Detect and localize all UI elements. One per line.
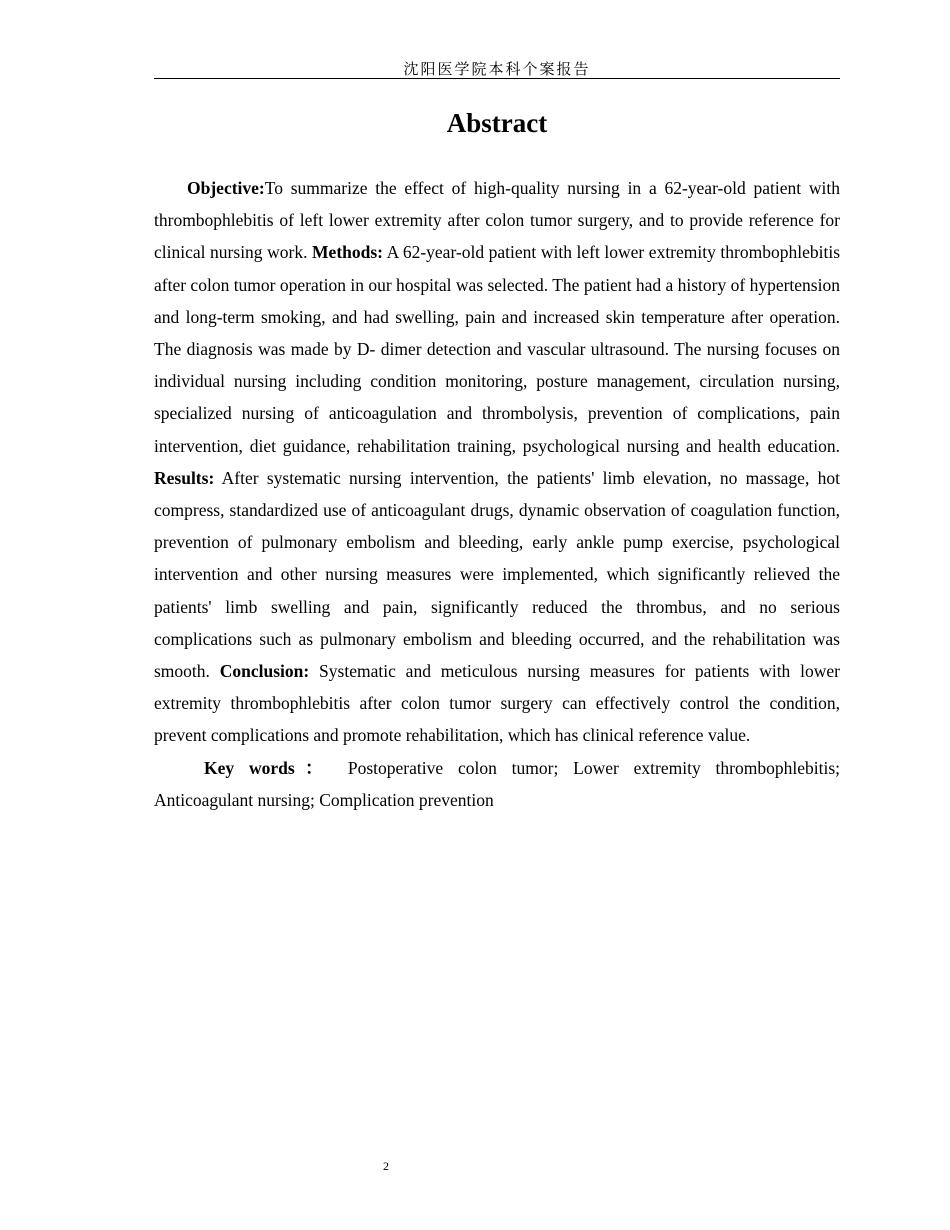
keywords-label: Key words： bbox=[204, 757, 334, 778]
page-number: 2 bbox=[383, 1159, 389, 1173]
methods-text: A 62-year-old patient with left lower extremity thrombophlebitis after colon tumor operation in our hospital was selected. The patient had a history of hypertension and long-term smoking, and had swelling, pain and increased skin temperature after operation. The diagnosis was made by D- dimer detection and vascular ultrasound. The nursing focuses on individual nursing including condition monitoring, posture management, circulation nursing, specialized nursing of anticoagulation and thrombolysis, prevention of complications, pain intervention, diet guidance, rehabilitation training, psychological nursing and health education. bbox=[154, 242, 840, 456]
keywords-text: Postoperative colon tumor; Lower extremity thrombophlebitis; Anticoagulant nursing; Complication prevention bbox=[154, 757, 840, 810]
header-rule bbox=[154, 78, 840, 79]
objective-label: Objective: bbox=[187, 178, 265, 198]
abstract-body bbox=[154, 172, 840, 816]
page-header: 沈阳医学院本科个案报告 bbox=[403, 60, 591, 78]
results-label: Results: bbox=[154, 467, 215, 488]
methods-label: Methods: bbox=[312, 242, 383, 263]
keywords-paragraph bbox=[154, 752, 840, 816]
abstract-title: Abstract bbox=[446, 108, 548, 138]
results-text: After systematic nursing intervention, the patients' limb elevation, no massage, hot compress, standardized use of anticoagulant drugs, dynamic observation of coagulation function, prevention of pulmonary embolism and bleeding, early ankle pump exercise, psychological intervention and other nursing measures were implemented, which significantly relieved the patients' limb swelling and pain, significantly reduced the thrombus, and no serious complications such as pulmonary embolism and bleeding occurred, and the rehabilitation was smooth. bbox=[154, 467, 840, 682]
conclusion-text: Systematic and meticulous nursing measures for patients with lower extremity thrombophlebitis after colon tumor surgery can effectively control the condition, prevent complications and promote rehabilitation, which has clinical reference value. bbox=[154, 661, 840, 746]
objective-text: To summarize the effect of high-quality nursing in a 62-year-old patient with thrombophlebitis of left lower extremity after colon tumor surgery, and to provide reference for clinical nursing work. bbox=[154, 178, 840, 263]
conclusion-label: Conclusion: bbox=[219, 661, 310, 682]
abstract-paragraph bbox=[154, 172, 840, 752]
